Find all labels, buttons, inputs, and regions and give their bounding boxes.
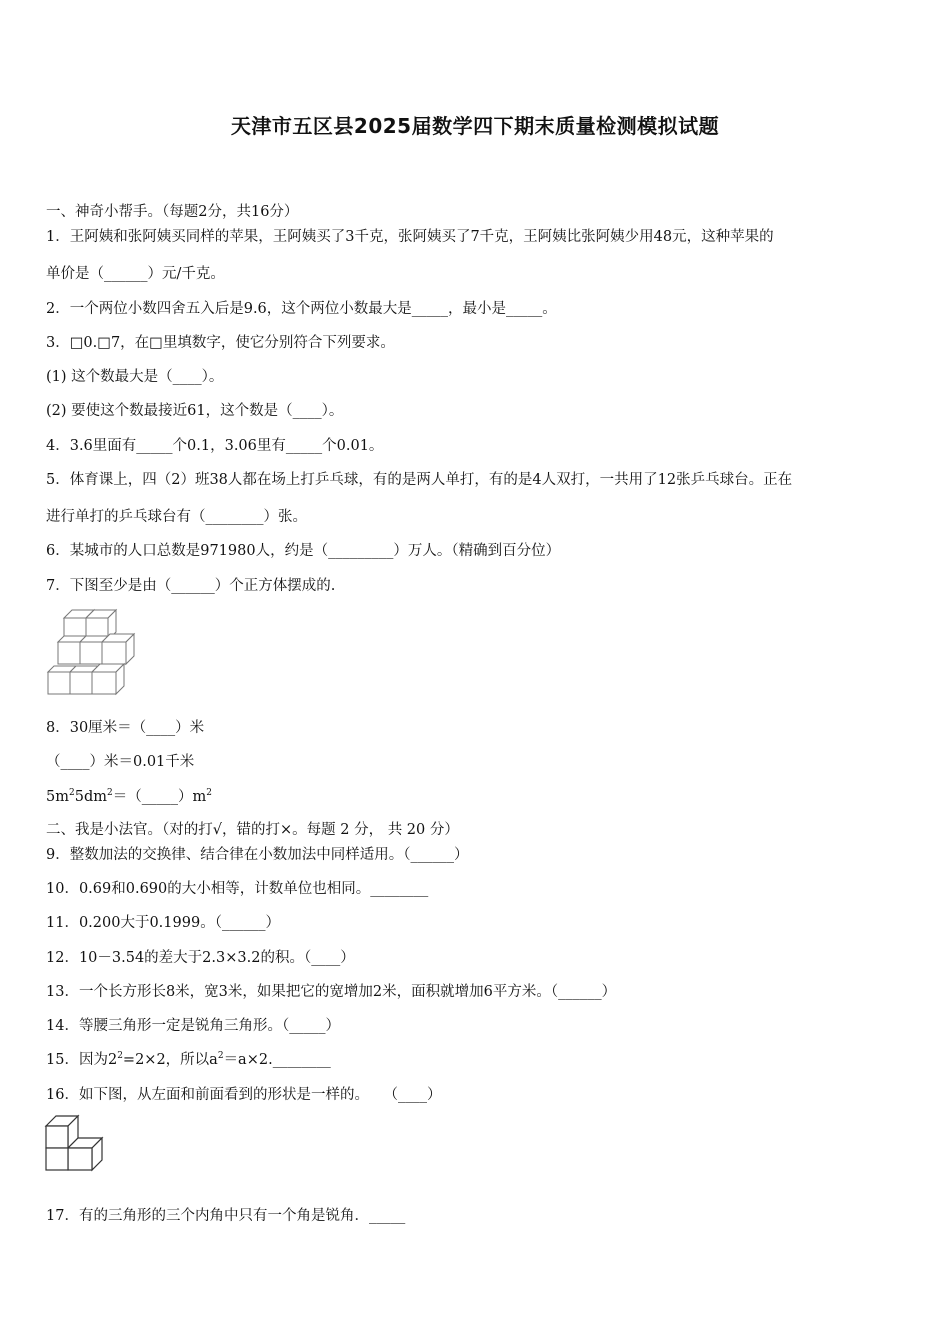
- section-2-heading: 二、我是小法官。（对的打√，错的打×。每题 2 分， 共 20 分）: [46, 822, 459, 838]
- question-8-b: （____）米＝0.01千米: [46, 754, 195, 770]
- q15-sup: 2: [117, 1051, 123, 1061]
- question-3: 3．□0.□7，在□里填数字，使它分别符合下列要求。: [46, 335, 395, 351]
- question-3-sub-1: (1) 这个数最大是（____）。: [46, 369, 224, 385]
- question-5-line-1: 5．体育课上，四（2）班38人都在场上打乒乓球，有的是两人单打，有的是4人双打，一共用了12张乒乓球台。正在: [46, 472, 793, 488]
- question-1-line-1: 1．王阿姨和张阿姨买同样的苹果，王阿姨买了3千克，张阿姨买了7千克，王阿姨比张阿姨少用48元，这种苹果的: [46, 229, 774, 245]
- cube: [92, 664, 124, 694]
- question-14: 14．等腰三角形一定是锐角三角形。（_____）: [46, 1018, 340, 1034]
- question-17: 17．有的三角形的三个内角中只有一个角是锐角．_____: [46, 1208, 406, 1224]
- q8c-part: ＝（_____）m: [112, 789, 207, 805]
- question-13: 13．一个长方形长8米，宽3米，如果把它的宽增加2米，面积就增加6平方米。（______）: [46, 984, 617, 1000]
- q8c-part: 5m: [46, 789, 69, 805]
- question-7: 7．下图至少是由（______）个正方体摆成的.: [46, 578, 336, 594]
- q8c-sup: 2: [68, 788, 75, 798]
- question-6: 6．某城市的人口总数是971980人，约是（_________）万人。（精确到百分位）: [46, 543, 561, 559]
- three-cube-figure: [44, 1112, 106, 1174]
- question-12: 12．10－3.54的差大于2.3×3.2的积。（____）: [46, 950, 355, 966]
- q15-sup: 2: [217, 1051, 224, 1061]
- q8c-sup: 2: [206, 788, 212, 798]
- question-3-sub-2: (2) 要使这个数最接近61，这个数是（____）。: [46, 403, 344, 419]
- question-1-line-2: 单价是（______）元/千克。: [46, 266, 225, 282]
- question-9: 9．整数加法的交换律、结合律在小数加法中同样适用。（______）: [46, 847, 469, 863]
- question-2: 2．一个两位小数四舍五入后是9.6，这个两位小数最大是_____，最小是_____。: [46, 301, 557, 317]
- q15-part: ＝a×2.________: [223, 1052, 331, 1068]
- q8c-sup: 2: [106, 788, 113, 798]
- question-16: 16．如下图，从左面和前面看到的形状是一样的。 （____）: [46, 1087, 442, 1103]
- cube: [46, 1148, 68, 1170]
- cube: [102, 634, 134, 664]
- question-10: 10．0.69和0.690的大小相等，计数单位也相同。________: [46, 881, 429, 897]
- question-8-a: 8．30厘米＝（____）米: [46, 720, 205, 736]
- question-11: 11．0.200大于0.1999。（______）: [46, 915, 280, 931]
- q15-part: =2×2，所以a: [122, 1052, 218, 1068]
- question-4: 4．3.6里面有_____个0.1，3.06里有_____个0.01。: [46, 438, 384, 454]
- q15-part: 15．因为2: [46, 1052, 118, 1068]
- question-8-c: [46, 787, 212, 807]
- cube-stack-figure: [44, 604, 144, 700]
- q8c-part: 5dm: [74, 789, 107, 805]
- section-1-heading: 一、神奇小帮手。（每题2分，共16分）: [46, 204, 299, 220]
- cube: [68, 1138, 102, 1170]
- question-5-line-2: 进行单打的乒乓球台有（________）张。: [46, 509, 307, 525]
- question-15: [46, 1050, 331, 1070]
- page-title: 天津市五区县2025届数学四下期末质量检测模拟试题: [230, 114, 720, 138]
